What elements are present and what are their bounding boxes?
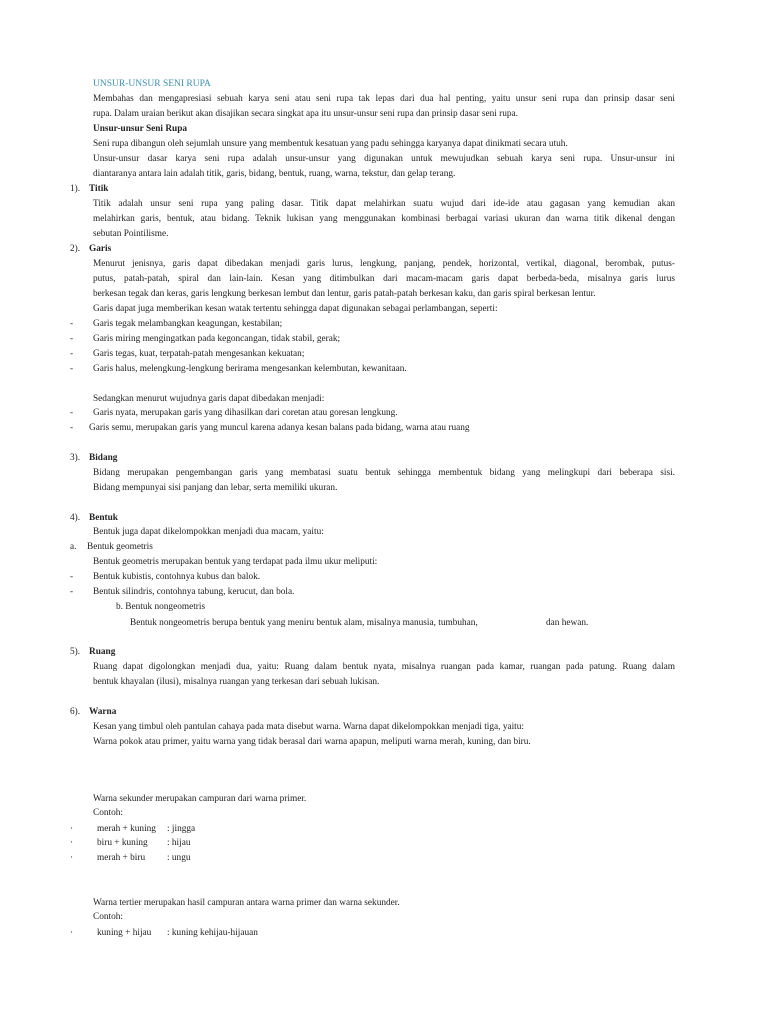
unsur-paragraph-2-line-2: diantaranya antara lain adalah titik, garis, bidang, bentuk, ruang, warna, tekstur, dan gelap terang.	[93, 169, 456, 179]
garis-line-1: Menurut jenisnya, garis dapat dibedakan menjadi garis lurus, lengkung, panjang, pendek, horizontal, vertikal, diagonal, berombak, putus-	[93, 259, 675, 269]
garis-heading: Garis	[89, 244, 112, 254]
list-item: Garis tegas, kuat, terpatah-patah mengesankan kekuatan;	[93, 349, 305, 359]
titik-heading: Titik	[89, 184, 109, 194]
garis-watak: Garis dapat juga memberikan kesan watak tertentu sehingga dapat digunakan sebagai perlambangan, seperti:	[93, 304, 498, 314]
warna-heading: Warna	[89, 707, 117, 717]
titik-line-3: sebutan Pointilisme.	[93, 229, 169, 239]
ruang-number: 5).	[70, 647, 81, 657]
list-item: Garis halus, melengkung-lengkung berirama mengesankan kelembutan, kewanitaan.	[93, 364, 407, 374]
unsur-paragraph-1: Seni rupa dibangun oleh sejumlah unsure yang membentuk kesatuan yang padu sehingga karyanya dapat dinikmati secara utuh.	[93, 139, 568, 149]
bentuk-b-label: b. Bentuk nongeometris	[116, 602, 206, 612]
bentuk-intro: Bentuk juga dapat dikelompokkan menjadi dua macam, yaitu:	[93, 527, 324, 537]
list-bullet: -	[70, 319, 74, 329]
list-bullet: ·	[70, 853, 74, 863]
titik-number: 1).	[70, 184, 81, 194]
list-bullet: -	[70, 423, 74, 433]
page-title: UNSUR-UNSUR SENI RUPA	[93, 79, 211, 89]
color-mix: merah + biru	[97, 853, 146, 863]
bentuk-a-desc: Bentuk geometris merupakan bentuk yang terdapat pada ilmu ukur meliputi:	[93, 557, 378, 567]
intro-line-1: Membahas dan mengapresiasi sebuah karya seni atau seni rupa tak lepas dari dua hal penting, yaitu unsur seni rupa dan prinsip dasar seni	[93, 94, 675, 104]
list-bullet: ·	[70, 824, 74, 834]
list-item: Garis tegak melambangkan keagungan, kestabilan;	[93, 319, 283, 329]
warna-sekunder: Warna sekunder merupakan campuran dari warna primer.	[93, 794, 307, 804]
bentuk-heading: Bentuk	[89, 513, 118, 523]
list-bullet: ·	[70, 838, 74, 848]
ruang-line-2: bentuk khayalan (ilusi), misalnya ruangan yang terkesan dari sebuah lukisan.	[93, 677, 380, 687]
list-bullet: -	[70, 349, 74, 359]
list-bullet: -	[70, 572, 74, 582]
warna-number: 6).	[70, 707, 81, 717]
list-bullet: -	[70, 334, 74, 344]
unsur-heading: Unsur-unsur Seni Rupa	[93, 124, 188, 134]
bidang-line-1: Bidang merupakan pengembangan garis yang membatasi suatu bentuk sehingga membentuk bidang yang melingkupi dari beberapa sisi.	[93, 468, 675, 478]
list-item: Garis nyata, merupakan garis yang dihasilkan dari coretan atau goresan lengkung.	[93, 408, 398, 418]
unsur-paragraph-2-line-1: Unsur-unsur dasar karya seni rupa adalah unsur-unsur yang digunakan untuk mewujudkan sebuah karya seni rupa. Unsur-unsur ini	[93, 154, 675, 164]
color-result: : hijau	[167, 838, 191, 848]
list-item: Garis semu, merupakan garis yang muncul karena adanya kesan balans pada bidang, warna atau ruang	[89, 423, 470, 433]
list-item: Bentuk silindris, contohnya tabung, kerucut, dan bola.	[93, 587, 295, 597]
garis-number: 2).	[70, 244, 81, 254]
color-result: : kuning kehijau-hijauan	[167, 928, 258, 938]
color-result: : jingga	[167, 824, 196, 834]
titik-line-1: Titik adalah unsur seni rupa yang paling dasar. Titik dapat melahirkan suatu wujud dari ide-ide atau gagasan yang kemudian akan	[93, 199, 675, 209]
bidang-line-2: Bidang mempunyai sisi panjang dan lebar, serta memiliki ukuran.	[93, 483, 338, 493]
warna-line-2: Warna pokok atau primer, yaitu warna yang tidak berasal dari warna apapun, meliputi warna merah, kuning, dan biru.	[93, 737, 531, 747]
ruang-heading: Ruang	[89, 647, 116, 657]
garis-wujud: Sedangkan menurut wujudnya garis dapat dibedakan menjadi:	[93, 394, 325, 404]
color-mix: kuning + hijau	[97, 928, 152, 938]
list-item: Garis miring mengingatkan pada kegoncangan, tidak stabil, gerak;	[93, 334, 341, 344]
warna-tertier: Warna tertier merupakan hasil campuran antara warna primer dan warna sekunder.	[93, 898, 400, 908]
list-bullet: ·	[70, 928, 74, 938]
list-item: Bentuk kubistis, contohnya kubus dan balok.	[93, 572, 261, 582]
bidang-heading: Bidang	[89, 453, 118, 463]
bentuk-a-label: Bentuk geometris	[87, 542, 153, 552]
ruang-line-1: Ruang dapat digolongkan menjadi dua, yaitu: Ruang dalam bentuk nyata, misalnya ruangan pada kamar, ruangan pada patung. Ruang dalam	[93, 662, 675, 672]
warna-contoh-2: Contoh:	[93, 912, 123, 922]
warna-line-1: Kesan yang timbul oleh pantulan cahaya pada mata disebut warna. Warna dapat dikelompokkan menjadi tiga, yaitu:	[93, 722, 524, 732]
titik-line-2: melahirkan garis, bentuk, atau bidang. Teknik lukisan yang menggunakan kombinasi berbagai variasi ukuran dan warna titik dikenal dengan	[93, 214, 675, 224]
list-bullet: -	[70, 408, 74, 418]
color-mix: biru + kuning	[97, 838, 148, 848]
bentuk-b-desc: Bentuk nongeometris berupa bentuk yang meniru bentuk alam, misalnya manusia, tumbuhan,	[130, 618, 478, 628]
garis-line-2: putus, patah-patah, spiral dan lain-lain. Kesan yang ditimbulkan dari macam-macam garis dapat berbeda-beda, misalnya garis lurus	[93, 274, 675, 284]
warna-contoh: Contoh:	[93, 808, 123, 818]
intro-line-2: rupa. Dalam uraian berikut akan disajikan secara singkat apa itu unsur-unsur seni rupa dan prinsip dasar seni rupa.	[93, 109, 519, 119]
bentuk-a-marker: a.	[70, 542, 77, 552]
garis-line-3: berkesan tegak dan keras, garis lengkung berkesan lembut dan lentur, garis patah-patah berkesan kaku, dan garis spiral berkesan lentur.	[93, 289, 596, 299]
color-mix: merah + kuning	[97, 824, 156, 834]
bidang-number: 3).	[70, 453, 81, 463]
list-bullet: -	[70, 587, 74, 597]
color-result: : ungu	[167, 853, 191, 863]
list-bullet: -	[70, 364, 74, 374]
bentuk-b-desc-tail: dan hewan.	[546, 618, 589, 628]
bentuk-number: 4).	[70, 513, 81, 523]
